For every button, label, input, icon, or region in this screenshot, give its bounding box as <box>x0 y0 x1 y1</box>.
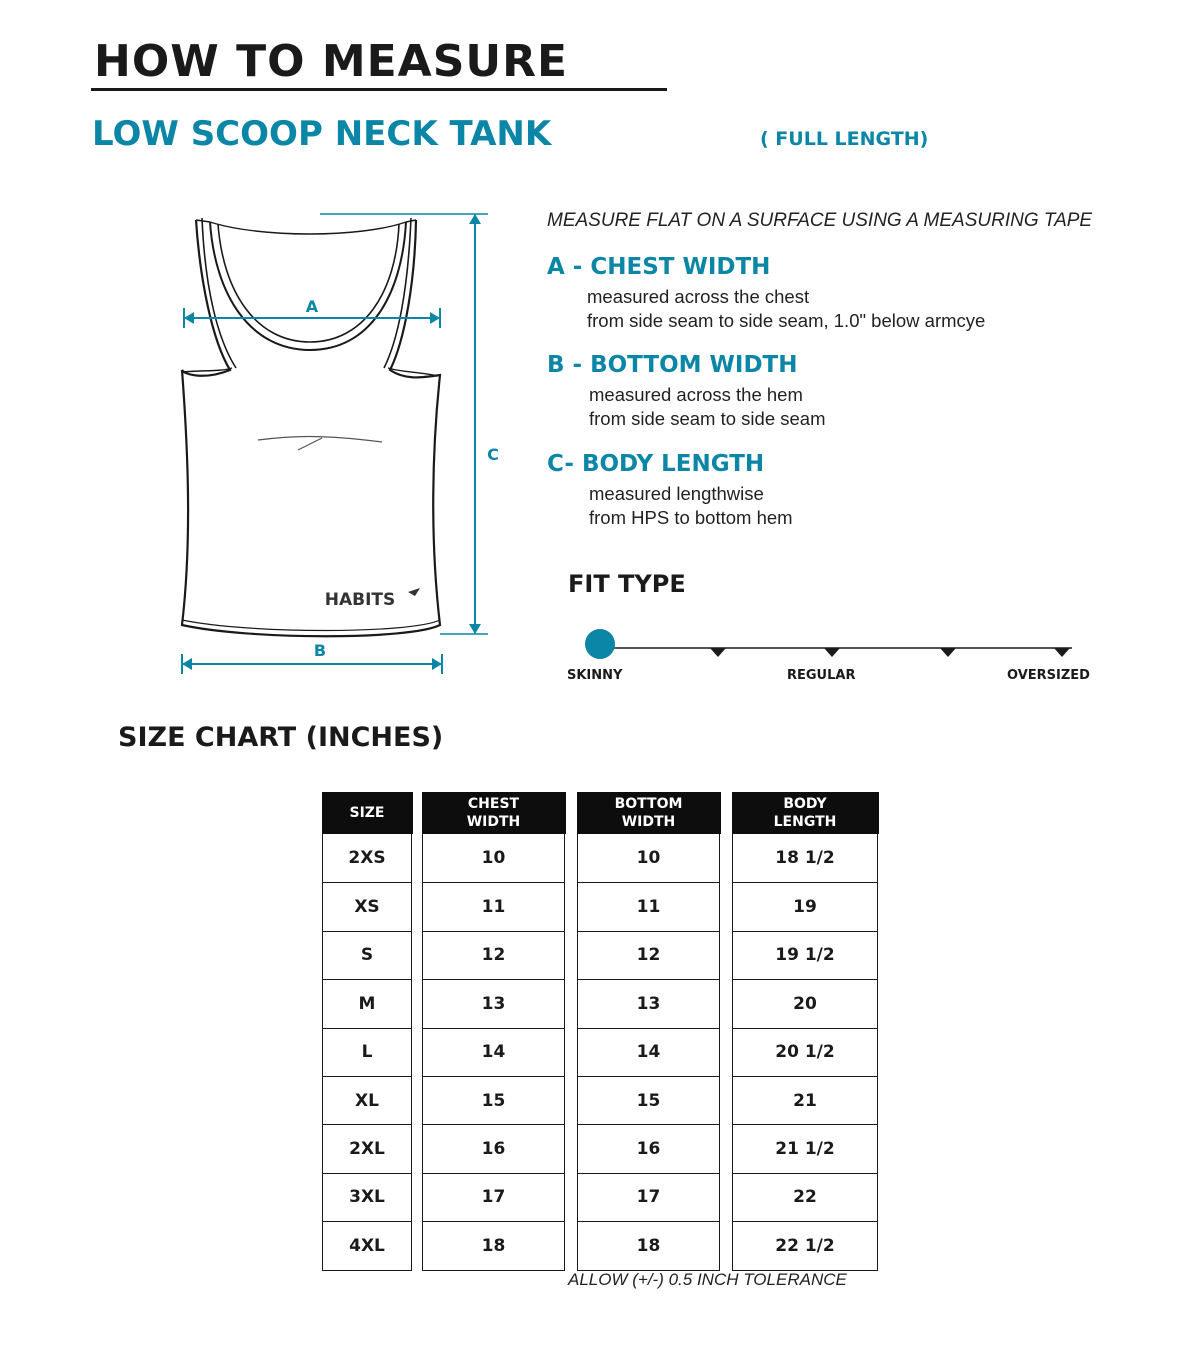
table-cell: 15 <box>578 1076 719 1124</box>
table-cell: 4XL <box>323 1221 411 1269</box>
table-cell: 13 <box>578 979 719 1027</box>
body-length-desc-2: from HPS to bottom hem <box>589 507 793 528</box>
product-title: LOW SCOOP NECK TANK <box>92 114 552 154</box>
table-cell: 17 <box>578 1173 719 1221</box>
chest-width-desc-2: from side seam to side seam, 1.0" below armcye <box>587 310 986 331</box>
measure-arrow-b-left <box>182 658 192 670</box>
table-cell: 17 <box>423 1173 564 1221</box>
chest-width-column-header <box>422 792 566 834</box>
chest-header-line-2: WIDTH <box>466 814 521 830</box>
bottom-width-desc-1: measured across the hem <box>589 384 803 405</box>
brand-logo-arrow <box>408 588 420 596</box>
bottom-width-desc-2: from side seam to side seam <box>589 408 826 429</box>
tank-neckline <box>210 222 406 350</box>
table-cell: XL <box>323 1076 411 1124</box>
measure-arrow-c-top <box>469 214 481 224</box>
chest-width-title: A - CHEST WIDTH <box>547 254 771 280</box>
size-column-header <box>322 792 413 834</box>
fit-type-title: FIT TYPE <box>568 570 686 598</box>
table-cell: 12 <box>423 931 564 979</box>
table-cell: 16 <box>423 1124 564 1172</box>
table-cell: 22 <box>733 1173 877 1221</box>
length-header-line-2: LENGTH <box>773 814 837 830</box>
table-cell: 15 <box>423 1076 564 1124</box>
table-cell: 10 <box>636 848 661 869</box>
measure-arrow-a-left <box>184 312 194 324</box>
bottom-header-line-1: BOTTOM <box>614 796 683 812</box>
table-cell: XS <box>323 882 411 930</box>
tank-fold-line <box>258 437 382 451</box>
measure-label-a: A <box>305 297 319 316</box>
measure-arrow-c-bottom <box>469 624 481 634</box>
bottom-width-column-header <box>577 792 721 834</box>
size-header-label: SIZE <box>349 805 385 821</box>
table-cell: 16 <box>578 1124 719 1172</box>
table-cell: 21 <box>733 1076 877 1124</box>
table-cell: 2XL <box>323 1124 411 1172</box>
title-underline <box>91 88 667 91</box>
body-length-column-header <box>732 792 879 834</box>
measure-instruction: MEASURE FLAT ON A SURFACE USING A MEASURING TAPE <box>547 210 1093 231</box>
fit-selected-marker <box>585 629 615 659</box>
table-cell: 12 <box>578 931 719 979</box>
table-cell: 14 <box>423 1028 564 1076</box>
brand-logo: HABITS <box>324 590 396 610</box>
measure-label-b: B <box>313 641 327 660</box>
size-column <box>322 792 412 1271</box>
bottom-width-column <box>577 792 720 1271</box>
chest-width-column <box>422 792 565 1271</box>
chest-header-line-1: CHEST <box>467 796 520 812</box>
table-cell: 18 <box>423 1221 564 1269</box>
table-cell: L <box>323 1028 411 1076</box>
chest-width-desc-1: measured across the chest <box>587 286 810 307</box>
fit-label-skinny: SKINNY <box>567 668 623 683</box>
tolerance-note: ALLOW (+/-) 0.5 INCH TOLERANCE <box>568 1270 847 1289</box>
length-header-line-1: BODY <box>783 796 827 812</box>
tank-hem <box>182 620 440 631</box>
table-cell: 13 <box>423 979 564 1027</box>
table-cell: 2XS <box>348 848 386 869</box>
fit-label-regular: REGULAR <box>787 668 856 683</box>
tank-neckline-trim <box>218 224 399 342</box>
measure-arrow-a-right <box>430 312 440 324</box>
fit-type-scale <box>560 620 1080 660</box>
tank-outline <box>182 220 440 636</box>
body-length-title: C- BODY LENGTH <box>547 451 765 477</box>
tank-back-neck <box>210 222 406 234</box>
table-cell: S <box>323 931 411 979</box>
table-cell: M <box>323 979 411 1027</box>
table-cell: 11 <box>423 882 564 930</box>
tank-diagram <box>170 200 510 680</box>
body-length-column <box>732 792 878 1271</box>
table-cell: 3XL <box>323 1173 411 1221</box>
product-length-note: ( FULL LENGTH) <box>760 128 929 150</box>
bottom-width-title: B - BOTTOM WIDTH <box>547 352 798 378</box>
measure-label-c: C <box>487 445 499 464</box>
table-cell: 11 <box>578 882 719 930</box>
table-cell: 21 1/2 <box>733 1124 877 1172</box>
fit-tick-1 <box>710 648 726 657</box>
table-cell: 22 1/2 <box>733 1221 877 1269</box>
table-cell: 10 <box>481 848 506 869</box>
fit-tick-2 <box>824 648 840 657</box>
table-cell: 19 1/2 <box>733 931 877 979</box>
table-cell: 20 1/2 <box>733 1028 877 1076</box>
table-cell: 18 <box>578 1221 719 1269</box>
table-cell: 14 <box>578 1028 719 1076</box>
table-cell: 19 <box>733 882 877 930</box>
size-chart-title: SIZE CHART (INCHES) <box>118 722 444 753</box>
fit-tick-4 <box>1054 648 1070 657</box>
fit-label-oversized: OVERSIZED <box>1007 668 1090 683</box>
page-title: HOW TO MEASURE <box>94 36 569 87</box>
fit-tick-3 <box>940 648 956 657</box>
body-length-desc-1: measured lengthwise <box>589 483 764 504</box>
table-cell: 18 1/2 <box>775 848 835 869</box>
bottom-header-line-2: WIDTH <box>621 814 676 830</box>
table-cell: 20 <box>733 979 877 1027</box>
measure-arrow-b-right <box>432 658 442 670</box>
tank-strap-left <box>196 218 236 368</box>
